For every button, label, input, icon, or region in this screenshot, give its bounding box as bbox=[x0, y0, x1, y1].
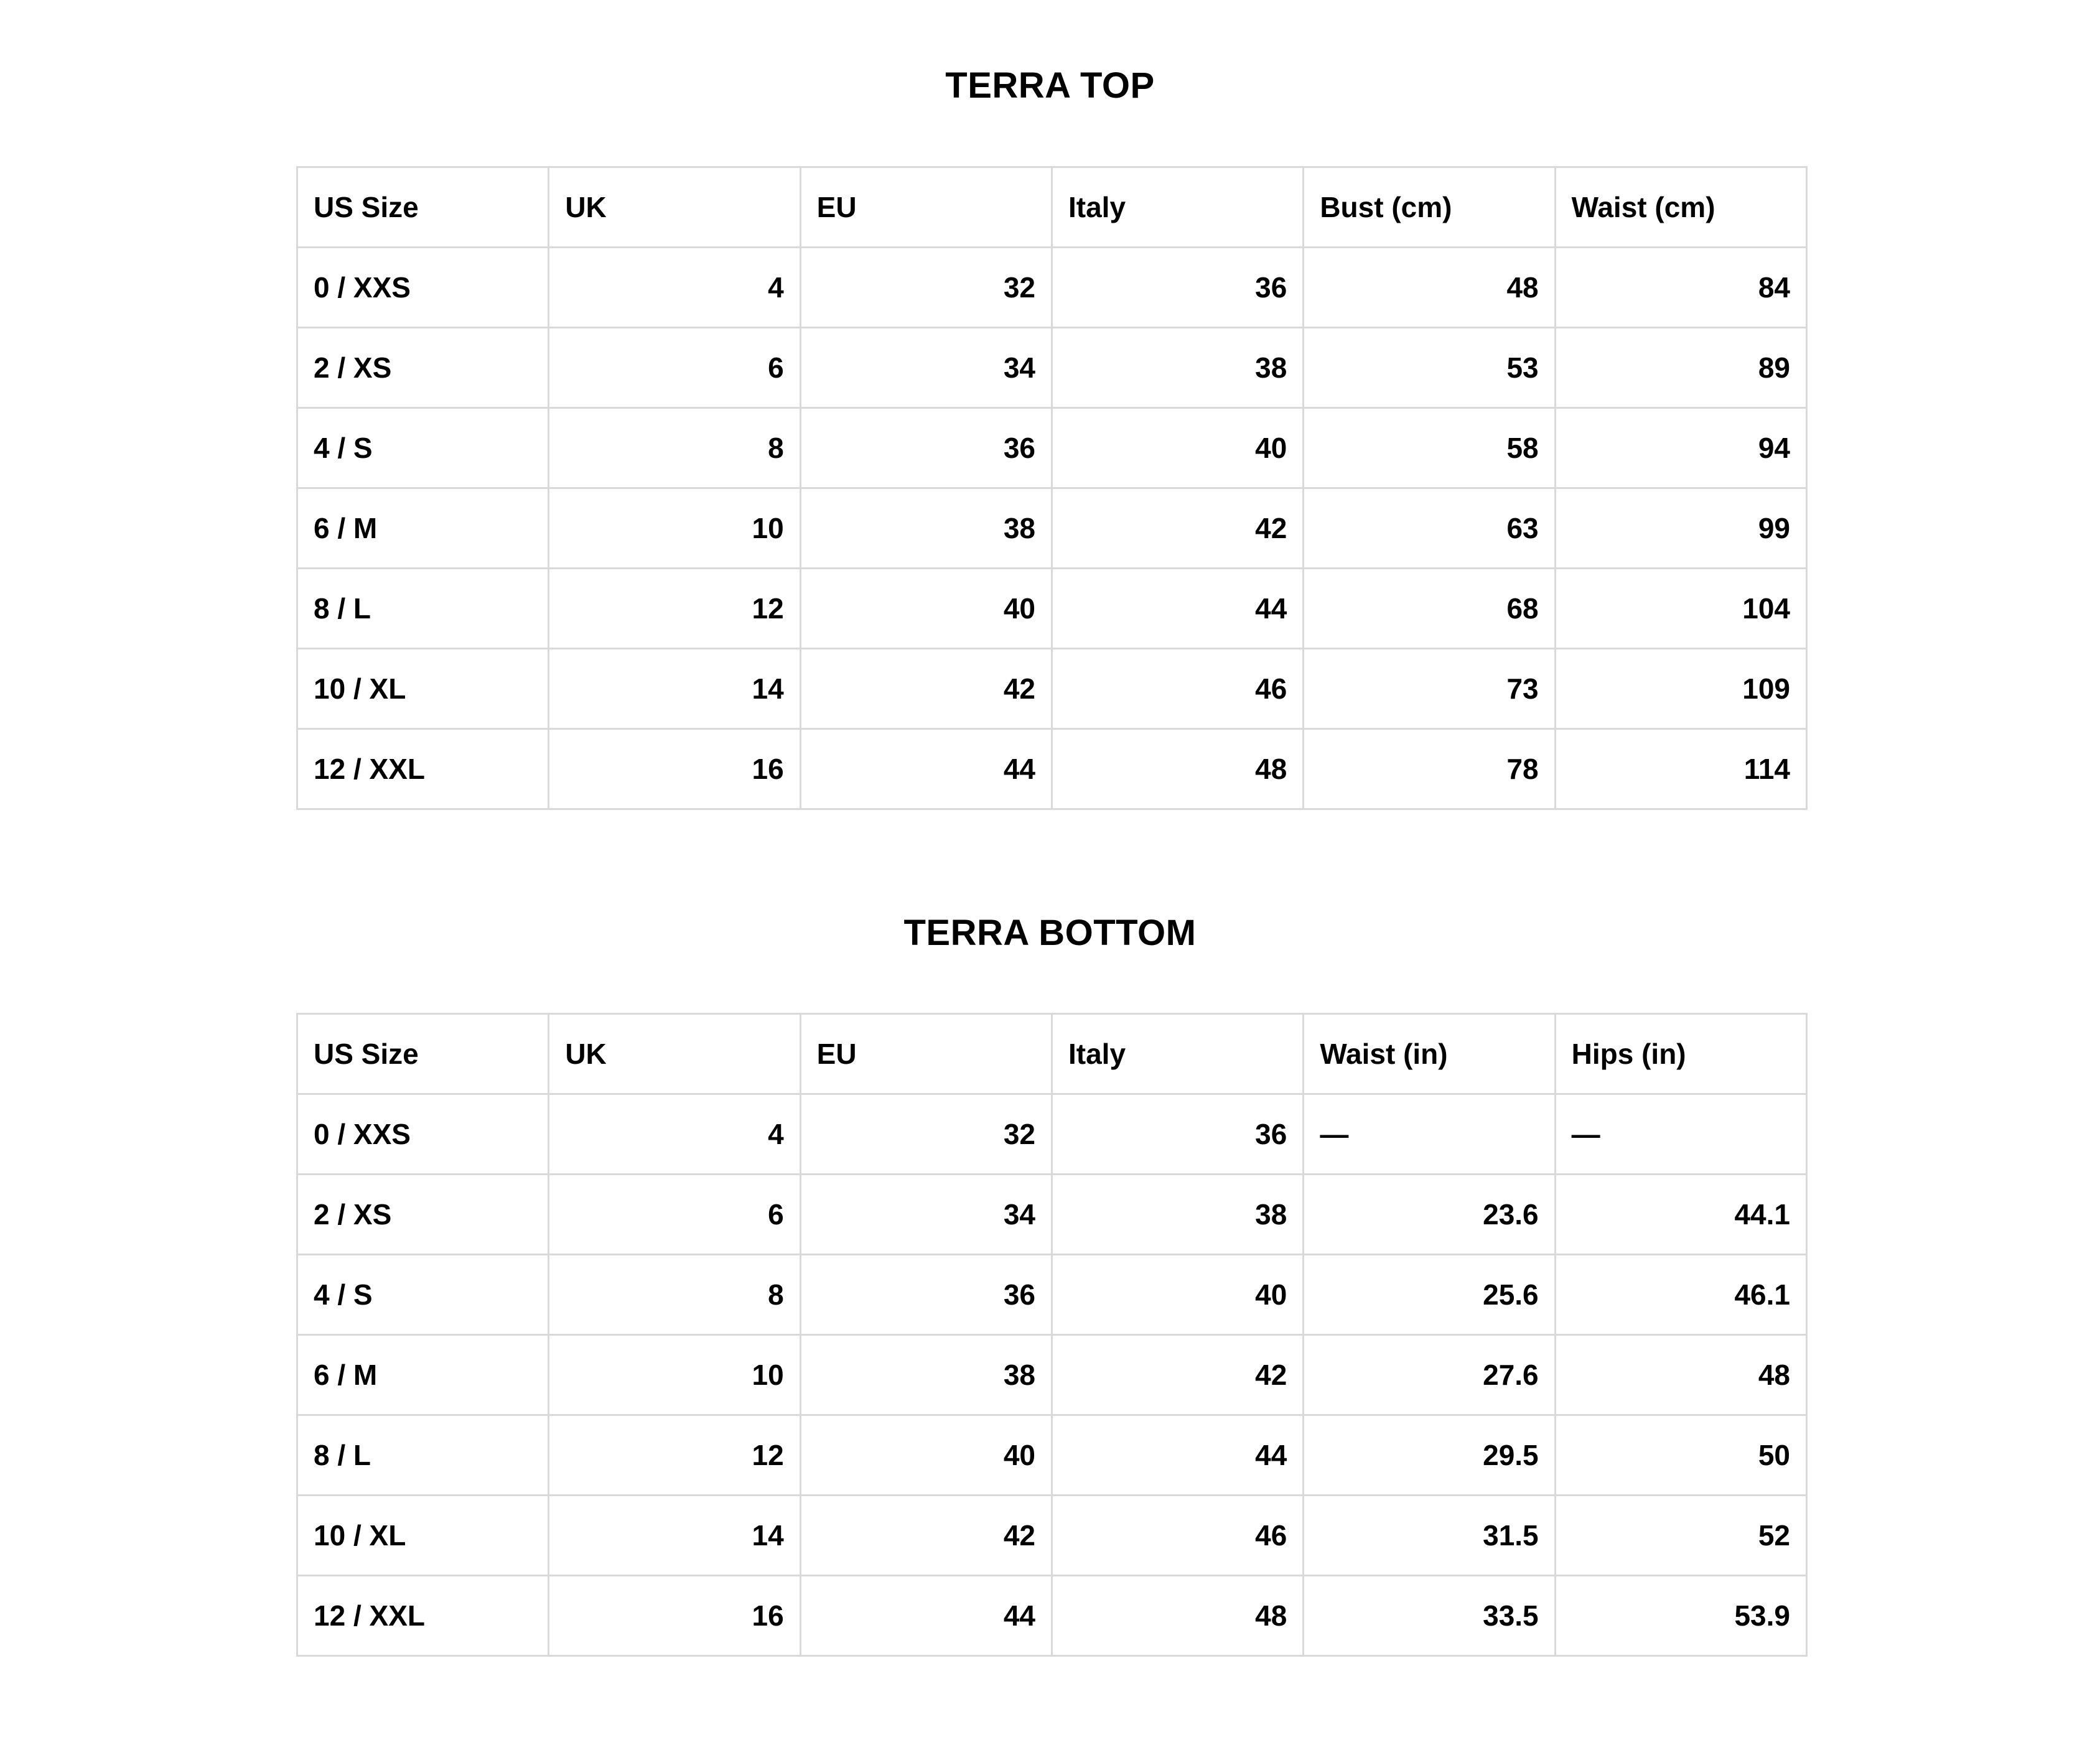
cell-bust: 63 bbox=[1304, 488, 1555, 569]
cell-italy: 42 bbox=[1052, 488, 1303, 569]
cell-waist: 31.5 bbox=[1304, 1496, 1555, 1576]
cell-bust: 68 bbox=[1304, 569, 1555, 649]
cell-waist: 23.6 bbox=[1304, 1175, 1555, 1255]
cell-waist: 109 bbox=[1555, 649, 1806, 729]
cell-uk: 14 bbox=[549, 1496, 800, 1576]
cell-us-size: 2 / XS bbox=[297, 328, 549, 408]
cell-hips: 50 bbox=[1555, 1415, 1806, 1496]
cell-uk: 16 bbox=[549, 729, 800, 809]
header-waist: Waist (cm) bbox=[1555, 167, 1806, 248]
cell-waist: 33.5 bbox=[1304, 1576, 1555, 1656]
cell-uk: 12 bbox=[549, 1415, 800, 1496]
table-row bbox=[297, 328, 1807, 408]
header-italy: Italy bbox=[1052, 1014, 1303, 1094]
cell-uk: 10 bbox=[549, 1335, 800, 1415]
cell-us-size: 4 / S bbox=[297, 1255, 549, 1335]
cell-us-size: 6 / M bbox=[297, 1335, 549, 1415]
cell-uk: 6 bbox=[549, 328, 800, 408]
cell-waist: 25.6 bbox=[1304, 1255, 1555, 1335]
header-italy: Italy bbox=[1052, 167, 1303, 248]
cell-uk: 4 bbox=[549, 248, 800, 328]
cell-bust: 53 bbox=[1304, 328, 1555, 408]
cell-us-size: 8 / L bbox=[297, 569, 549, 649]
cell-waist: 27.6 bbox=[1304, 1335, 1555, 1415]
cell-us-size: 10 / XL bbox=[297, 1496, 549, 1576]
terra-bottom-size-table bbox=[296, 1013, 1808, 1657]
table-row bbox=[297, 1175, 1807, 1255]
terra-bottom-table-body bbox=[297, 1094, 1807, 1656]
cell-italy: 40 bbox=[1052, 1255, 1303, 1335]
header-uk: UK bbox=[549, 1014, 800, 1094]
cell-us-size: 0 / XXS bbox=[297, 1094, 549, 1175]
cell-us-size: 10 / XL bbox=[297, 649, 549, 729]
terra-top-title: TERRA TOP bbox=[945, 65, 1155, 106]
table-row bbox=[297, 569, 1807, 649]
cell-eu: 36 bbox=[800, 408, 1052, 488]
header-us-size: US Size bbox=[297, 1014, 549, 1094]
cell-italy: 48 bbox=[1052, 729, 1303, 809]
cell-italy: 36 bbox=[1052, 1094, 1303, 1175]
cell-eu: 36 bbox=[800, 1255, 1052, 1335]
cell-hips: 48 bbox=[1555, 1335, 1806, 1415]
table-row bbox=[297, 248, 1807, 328]
cell-us-size: 12 / XXL bbox=[297, 729, 549, 809]
header-bust: Bust (cm) bbox=[1304, 167, 1555, 248]
cell-eu: 32 bbox=[800, 248, 1052, 328]
cell-eu: 34 bbox=[800, 1175, 1052, 1255]
cell-uk: 12 bbox=[549, 569, 800, 649]
terra-top-table-body bbox=[297, 248, 1807, 809]
header-hips: Hips (in) bbox=[1555, 1014, 1806, 1094]
header-eu: EU bbox=[800, 167, 1052, 248]
cell-bust: 48 bbox=[1304, 248, 1555, 328]
cell-hips: 53.9 bbox=[1555, 1576, 1806, 1656]
table-row bbox=[297, 729, 1807, 809]
table-header-row bbox=[297, 167, 1807, 248]
cell-bust: 73 bbox=[1304, 649, 1555, 729]
table-row bbox=[297, 488, 1807, 569]
table-row bbox=[297, 408, 1807, 488]
cell-us-size: 0 / XXS bbox=[297, 248, 549, 328]
cell-italy: 46 bbox=[1052, 1496, 1303, 1576]
cell-eu: 44 bbox=[800, 1576, 1052, 1656]
cell-eu: 38 bbox=[800, 488, 1052, 569]
cell-eu: 42 bbox=[800, 649, 1052, 729]
header-us-size: US Size bbox=[297, 167, 549, 248]
cell-waist: — bbox=[1304, 1094, 1555, 1175]
terra-bottom-title: TERRA BOTTOM bbox=[903, 913, 1197, 953]
cell-italy: 48 bbox=[1052, 1576, 1303, 1656]
header-eu: EU bbox=[800, 1014, 1052, 1094]
cell-italy: 42 bbox=[1052, 1335, 1303, 1415]
cell-italy: 38 bbox=[1052, 1175, 1303, 1255]
cell-hips: — bbox=[1555, 1094, 1806, 1175]
cell-eu: 42 bbox=[800, 1496, 1052, 1576]
header-waist: Waist (in) bbox=[1304, 1014, 1555, 1094]
table-row bbox=[297, 1094, 1807, 1175]
header-uk: UK bbox=[549, 167, 800, 248]
cell-uk: 6 bbox=[549, 1175, 800, 1255]
cell-eu: 40 bbox=[800, 569, 1052, 649]
table-row bbox=[297, 1255, 1807, 1335]
cell-italy: 40 bbox=[1052, 408, 1303, 488]
cell-waist: 104 bbox=[1555, 569, 1806, 649]
cell-uk: 14 bbox=[549, 649, 800, 729]
cell-hips: 44.1 bbox=[1555, 1175, 1806, 1255]
cell-uk: 8 bbox=[549, 408, 800, 488]
cell-hips: 46.1 bbox=[1555, 1255, 1806, 1335]
cell-waist: 99 bbox=[1555, 488, 1806, 569]
cell-waist: 89 bbox=[1555, 328, 1806, 408]
cell-bust: 78 bbox=[1304, 729, 1555, 809]
cell-eu: 32 bbox=[800, 1094, 1052, 1175]
cell-us-size: 4 / S bbox=[297, 408, 549, 488]
cell-us-size: 2 / XS bbox=[297, 1175, 549, 1255]
cell-eu: 40 bbox=[800, 1415, 1052, 1496]
cell-uk: 10 bbox=[549, 488, 800, 569]
cell-waist: 94 bbox=[1555, 408, 1806, 488]
table-row bbox=[297, 649, 1807, 729]
cell-italy: 38 bbox=[1052, 328, 1303, 408]
cell-us-size: 8 / L bbox=[297, 1415, 549, 1496]
cell-italy: 36 bbox=[1052, 248, 1303, 328]
cell-italy: 46 bbox=[1052, 649, 1303, 729]
cell-waist: 84 bbox=[1555, 248, 1806, 328]
cell-italy: 44 bbox=[1052, 569, 1303, 649]
cell-bust: 58 bbox=[1304, 408, 1555, 488]
cell-us-size: 12 / XXL bbox=[297, 1576, 549, 1656]
cell-uk: 16 bbox=[549, 1576, 800, 1656]
table-header-row bbox=[297, 1014, 1807, 1094]
cell-eu: 44 bbox=[800, 729, 1052, 809]
cell-uk: 4 bbox=[549, 1094, 800, 1175]
cell-uk: 8 bbox=[549, 1255, 800, 1335]
table-row bbox=[297, 1496, 1807, 1576]
cell-waist: 114 bbox=[1555, 729, 1806, 809]
table-row bbox=[297, 1335, 1807, 1415]
cell-italy: 44 bbox=[1052, 1415, 1303, 1496]
cell-waist: 29.5 bbox=[1304, 1415, 1555, 1496]
cell-eu: 38 bbox=[800, 1335, 1052, 1415]
cell-eu: 34 bbox=[800, 328, 1052, 408]
cell-hips: 52 bbox=[1555, 1496, 1806, 1576]
cell-us-size: 6 / M bbox=[297, 488, 549, 569]
table-row bbox=[297, 1576, 1807, 1656]
terra-top-size-table bbox=[296, 166, 1808, 810]
table-row bbox=[297, 1415, 1807, 1496]
